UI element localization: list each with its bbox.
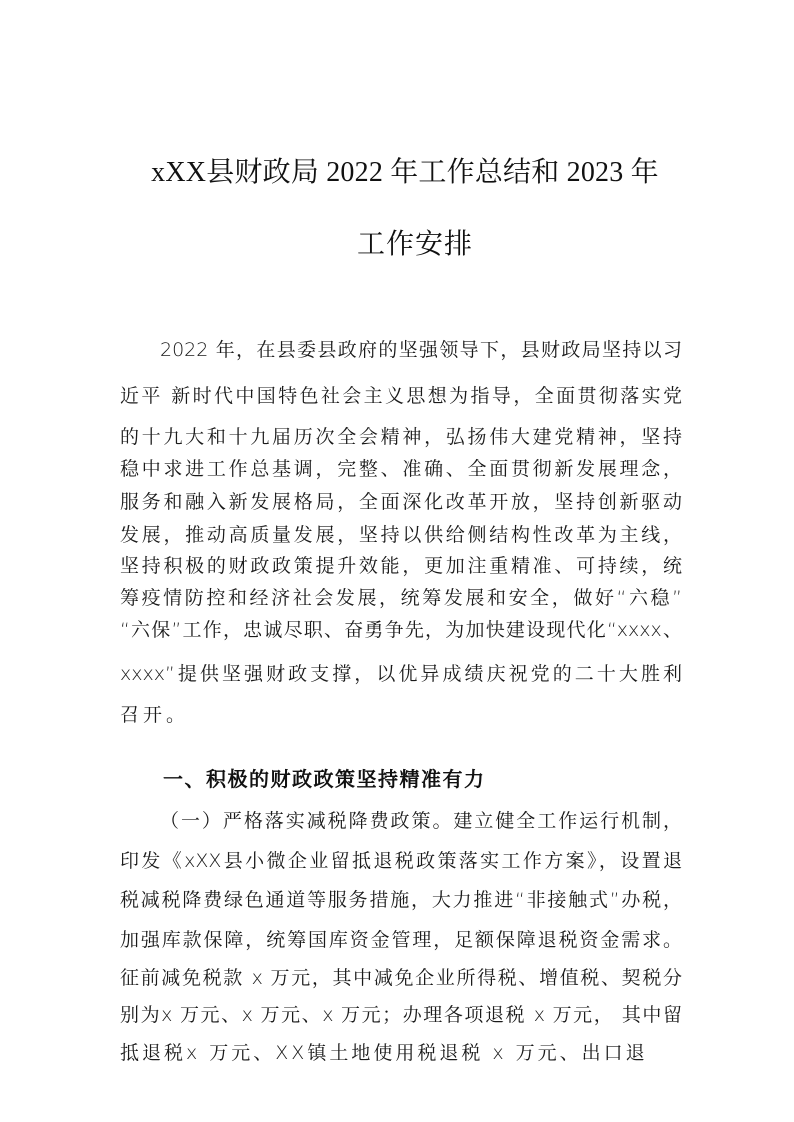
paragraph-line: 税减税降费绿色通道等服务措施，大力推进“非接触式”办税， bbox=[120, 889, 682, 911]
paragraph-line: 抵退税x 万元、XX镇土地使用税退税 x 万元、出口退 bbox=[120, 1042, 648, 1064]
document-title-line-2: 工作安排 bbox=[356, 229, 473, 260]
paragraph-line: （一）严格落实减税降费政策。建立健全工作运行机制， bbox=[160, 810, 682, 832]
section-heading: 一、积极的财政政策坚持精准有力 bbox=[163, 767, 486, 791]
paragraph-line: 的十九大和十九届历次全会精神，弘扬伟大建党精神，坚持 bbox=[120, 426, 682, 448]
document-title-line-1: xXX县财政局 2022 年工作总结和 2023 年 bbox=[151, 157, 659, 188]
paragraph-line: 坚持积极的财政政策提升效能，更加注重精准、可持续，统 bbox=[120, 555, 682, 577]
paragraph-line: 服务和融入新发展格局，全面深化改革开放，坚持创新驱动 bbox=[120, 491, 682, 513]
paragraph-line: 征前减免税款 x 万元，其中减免企业所得税、增值税、契税分 bbox=[120, 967, 682, 989]
paragraph-line: 近平 新时代中国特色社会主义思想为指导，全面贯彻落实党 bbox=[120, 385, 682, 407]
paragraph-line: 发展，推动高质量发展，坚持以供给侧结构性改革为主线， bbox=[120, 524, 682, 546]
paragraph-line: 稳中求进工作总基调，完整、准确、全面贯彻新发展理念， bbox=[120, 458, 682, 480]
paragraph-line: 印发《xXX县小微企业留抵退税政策落实工作方案》，设置退 bbox=[120, 850, 682, 872]
paragraph-line: 别为x 万元、x 万元、x 万元；办理各项退税 x 万元， 其中留 bbox=[120, 1004, 682, 1026]
paragraph-line: 筹疫情防控和经济社会发展，统筹发展和安全，做好“六稳” bbox=[120, 587, 682, 609]
paragraph-line: xxxx”提供坚强财政支撑，以优异成绩庆祝党的二十大胜利 bbox=[120, 663, 682, 685]
paragraph-line: 召开。 bbox=[120, 704, 190, 726]
paragraph-line: 加强库款保障，统筹国库资金管理，足额保障退税资金需求。 bbox=[120, 929, 682, 951]
paragraph-line: “六保”工作，忠诚尽职、奋勇争先，为加快建设现代化“xxxx、 bbox=[120, 619, 682, 641]
paragraph-line: 2022 年，在县委县政府的坚强领导下，县财政局坚持以习 bbox=[160, 339, 682, 361]
